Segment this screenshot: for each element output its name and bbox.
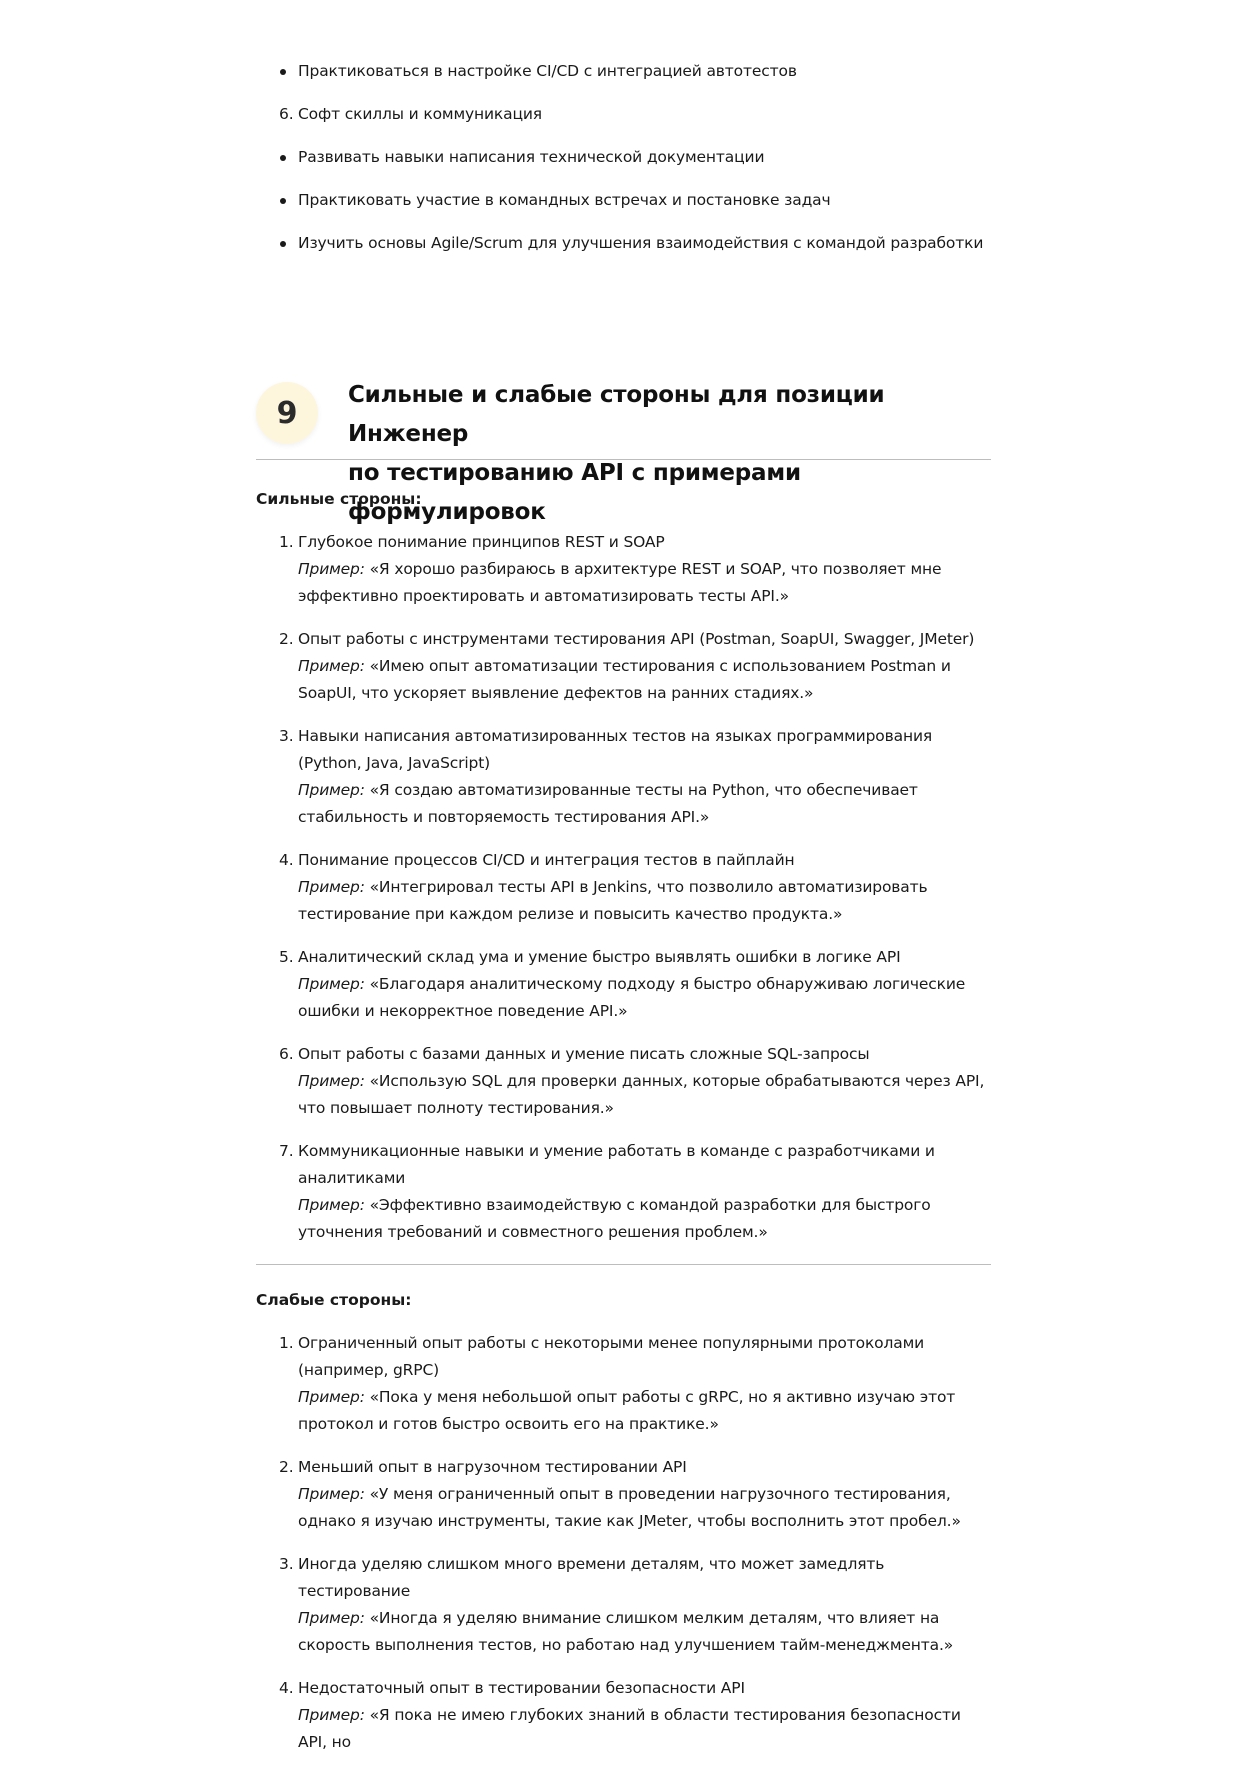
item-title: Иногда уделяю слишком много времени деталям, что может замедлять тестирование	[298, 1555, 885, 1600]
list-item-text: Софт скиллы и коммуникация	[298, 105, 542, 123]
list-item	[256, 101, 991, 128]
item-title: Опыт работы с инструментами тестирования API (Postman, SoapUI, Swagger, JMeter)	[298, 630, 975, 648]
list-item	[256, 944, 991, 1025]
list-item	[256, 1675, 991, 1756]
example-text: «Пока у меня небольшой опыт работы с gRPC, но я активно изучаю этот протокол и готов быстро освоить его на практике.»	[298, 1388, 956, 1433]
example-text: «Я хорошо разбираюсь в архитектуре REST и SOAP, что позволяет мне эффективно проектировать и автоматизировать тесты API.»	[298, 560, 942, 605]
section-title-line: по тестированию API с примерами формулировок	[348, 460, 801, 525]
list-item	[256, 230, 991, 257]
list-item	[256, 847, 991, 928]
example-label: Пример:	[298, 975, 370, 993]
top-list	[256, 58, 991, 273]
item-title: Аналитический склад ума и умение быстро выявлять ошибки в логике API	[298, 948, 901, 966]
list-number: 2.	[279, 1458, 294, 1476]
example-text: «Использую SQL для проверки данных, которые обрабатываются через API, что повышает полноту тестирования.»	[298, 1072, 985, 1117]
list-number: 1.	[279, 533, 294, 551]
list-number: 5.	[279, 948, 294, 966]
list-number: 3.	[279, 727, 294, 745]
list-item	[256, 626, 991, 707]
strengths-list	[256, 529, 991, 1262]
example-text: «Эффективно взаимодействую с командой разработки для быстрого уточнения требований и совместного решения проблем.»	[298, 1196, 931, 1241]
example-label: Пример:	[298, 1706, 370, 1724]
list-number: 7.	[279, 1142, 294, 1160]
list-item	[256, 187, 991, 214]
example-label: Пример:	[298, 781, 370, 799]
list-number: 1.	[279, 1334, 294, 1352]
item-title: Недостаточный опыт в тестировании безопасности API	[298, 1679, 745, 1697]
item-title: Ограниченный опыт работы с некоторыми менее популярными протоколами (например, gRPC)	[298, 1334, 925, 1379]
list-item	[256, 723, 991, 831]
section-title	[348, 376, 988, 532]
item-title: Навыки написания автоматизированных тестов на языках программирования (Python, Java, JavaScript)	[298, 727, 933, 772]
list-item	[256, 1454, 991, 1535]
example-text: «У меня ограниченный опыт в проведении нагрузочного тестирования, однако я изучаю инструменты, такие как JMeter, чтобы восполнить этот пробел.»	[298, 1485, 961, 1530]
section-title-line: Сильные и слабые стороны для позиции Инженер	[348, 382, 885, 447]
strengths-heading: Сильные стороны:	[256, 490, 422, 508]
list-number: 4.	[279, 851, 294, 869]
item-title: Коммуникационные навыки и умение работать в команде с разработчиками и аналитиками	[298, 1142, 935, 1187]
item-title: Понимание процессов CI/CD и интеграция тестов в пайплайн	[298, 851, 795, 869]
list-item	[256, 1138, 991, 1246]
example-label: Пример:	[298, 1388, 370, 1406]
list-item	[256, 529, 991, 610]
list-item-text: Развивать навыки написания технической документации	[298, 148, 765, 166]
item-title: Опыт работы с базами данных и умение писать сложные SQL-запросы	[298, 1045, 870, 1063]
bullet-icon	[280, 198, 286, 204]
list-number: 4.	[279, 1679, 294, 1697]
example-text: «Я пока не имею глубоких знаний в области тестирования безопасности API, но	[298, 1706, 961, 1751]
list-item	[256, 1041, 991, 1122]
list-number: 2.	[279, 630, 294, 648]
list-item	[256, 1330, 991, 1438]
example-text: «Иногда я уделяю внимание слишком мелким деталям, что влияет на скорость выполнения тестов, но работаю над улучшением тайм-менеджмента.»	[298, 1609, 954, 1654]
list-item-text: Практиковаться в настройке CI/CD с интеграцией автотестов	[298, 62, 797, 80]
item-title: Меньший опыт в нагрузочном тестировании API	[298, 1458, 687, 1476]
weaknesses-heading: Слабые стороны:	[256, 1291, 412, 1309]
weaknesses-list	[256, 1330, 991, 1772]
list-item	[256, 58, 991, 85]
example-text: «Я создаю автоматизированные тесты на Python, что обеспечивает стабильность и повторяемость тестирования API.»	[298, 781, 918, 826]
example-text: «Имею опыт автоматизации тестирования с использованием Postman и SoapUI, что ускоряет выявление дефектов на ранних стадиях.»	[298, 657, 951, 702]
example-label: Пример:	[298, 657, 370, 675]
example-label: Пример:	[298, 560, 370, 578]
list-item-text: Практиковать участие в командных встречах и постановке задач	[298, 191, 831, 209]
example-label: Пример:	[298, 1196, 370, 1214]
example-label: Пример:	[298, 878, 370, 896]
example-label: Пример:	[298, 1072, 370, 1090]
list-number: 6.	[279, 1045, 294, 1063]
example-label: Пример:	[298, 1609, 370, 1627]
bullet-icon	[280, 155, 286, 161]
item-title: Глубокое понимание принципов REST и SOAP	[298, 533, 665, 551]
list-item	[256, 144, 991, 171]
bullet-icon	[280, 69, 286, 75]
list-item-text: Изучить основы Agile/Scrum для улучшения взаимодействия с командой разработки	[298, 234, 984, 252]
list-item	[256, 1551, 991, 1659]
example-text: «Интегрировал тесты API в Jenkins, что позволило автоматизировать тестирование при каждом релизе и повысить качество продукта.»	[298, 878, 928, 923]
list-number: 6.	[279, 105, 294, 123]
example-text: «Благодаря аналитическому подходу я быстро обнаруживаю логические ошибки и некорректное поведение API.»	[298, 975, 966, 1020]
list-number: 3.	[279, 1555, 294, 1573]
section-number-badge: 9	[256, 382, 318, 444]
bullet-icon	[280, 241, 286, 247]
divider	[256, 459, 991, 460]
divider	[256, 1264, 991, 1265]
example-label: Пример:	[298, 1485, 370, 1503]
